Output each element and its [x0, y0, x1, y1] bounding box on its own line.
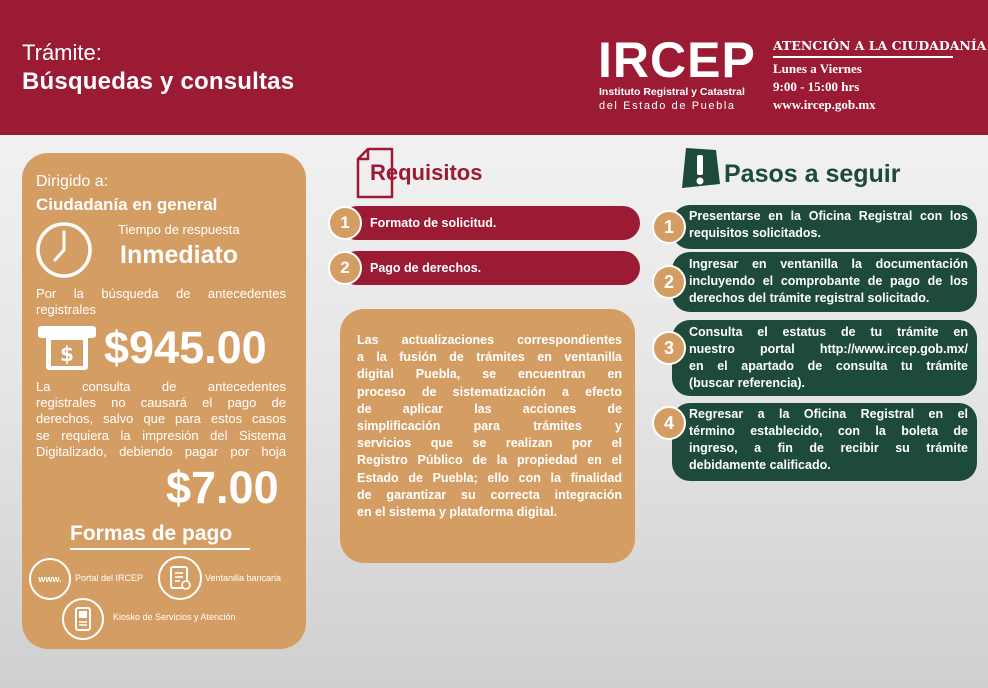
payment-title: Formas de pago: [70, 522, 233, 545]
payment-bank[interactable]: Ventanilla bancaria: [205, 573, 282, 583]
attention-title: ATENCIÓN A LA CIUDADANÍA: [773, 38, 987, 53]
requisito-number: 2: [328, 251, 362, 285]
web-icon: www.: [29, 558, 71, 600]
kiosk-icon: [62, 598, 104, 640]
exclamation-icon: [676, 144, 722, 192]
search-desc-line: registrales: [36, 302, 96, 317]
logo-subtitle-line2: del Estado de Puebla: [599, 100, 736, 112]
pasos-title: Pasos a seguir: [724, 160, 901, 188]
attention-web: www.ircep.gob.mx: [773, 97, 876, 112]
tramite-label: Trámite:: [22, 40, 102, 65]
note-line: digital Puebla, se encuentran en: [357, 367, 622, 382]
paso-line: requisitos solicitados.: [689, 226, 821, 240]
paso-text: [689, 324, 968, 392]
requisito-number: 1: [328, 206, 362, 240]
paso-number: 3: [652, 331, 686, 365]
paso-line: debidamente calificado.: [689, 458, 831, 472]
svg-text:$: $: [60, 342, 74, 366]
paso-text: [689, 256, 968, 307]
price-page: $7.00: [166, 462, 279, 513]
paso-text: [689, 208, 968, 242]
note-line: Estado de Puebla; ello con la finalidad: [357, 470, 622, 485]
note-line: de aplicar las acciones de: [357, 401, 622, 416]
paso-number: 4: [652, 406, 686, 440]
header-bar: [0, 0, 988, 135]
price-main: $945.00: [104, 322, 267, 373]
paso-line: nuestro portal http://www.ircep.gob.mx/: [689, 342, 968, 356]
search-description: [36, 286, 286, 318]
payment-portal[interactable]: Portal del IRCEP: [75, 573, 144, 583]
paso-line: (buscar referencia).: [689, 376, 806, 390]
attention-hours: 9:00 - 15:00 hrs: [773, 79, 860, 94]
tramite-title: Búsquedas y consultas: [22, 68, 295, 95]
paso-line: Regresar a la Oficina Registral en el: [689, 407, 968, 421]
consult-line: se requiera la impresión del Sistema: [36, 427, 286, 443]
consult-line: registrales no causará el pago de: [36, 395, 286, 411]
paso-line: Consulta el estatus de tu trámite en: [689, 325, 968, 339]
paso-line: Ingresar en ventanilla la documentación: [689, 257, 968, 271]
requisito-text: Formato de solicitud.: [370, 216, 497, 230]
note-line: en el sistema y plataforma digital.: [357, 505, 558, 520]
response-label: Tiempo de respuesta: [118, 222, 240, 237]
note-line: servicios que se realizan por el: [357, 436, 622, 451]
paso-line: en el apartado de consulta tu trámite: [689, 359, 968, 373]
requisitos-title: Requisitos: [370, 160, 483, 185]
consult-line: Digitalizado, debiendo pagar por hoja: [36, 443, 286, 459]
ircep-logo: IRCEP: [598, 32, 756, 88]
consult-description: [36, 379, 286, 460]
directed-value: Ciudadanía en general: [36, 195, 218, 214]
paso-number: 2: [652, 265, 686, 299]
clock-icon: [34, 220, 94, 280]
paso-line: término establecido, con la boleta de: [689, 424, 968, 438]
note-line: Las actualizaciones correspondientes: [357, 333, 622, 347]
paso-text: [689, 406, 968, 474]
money-bill-icon: [36, 322, 98, 374]
paso-line: Presentarse en la Oficina Registral con los: [689, 209, 968, 223]
note-line: de garantizar su correcta integración: [357, 487, 622, 502]
attention-divider: [773, 56, 953, 58]
note-text: [357, 332, 622, 521]
consult-line: derechos, salvo que para estos casos: [36, 411, 286, 427]
paso-number: 1: [652, 210, 686, 244]
paso-line: ingreso, a fin de recibir su trámite: [689, 441, 968, 455]
consult-line: La consulta de antecedentes: [36, 379, 286, 394]
bank-document-icon: [158, 556, 202, 600]
logo-subtitle-line1: Instituto Registral y Catastral: [599, 86, 745, 98]
attention-days: Lunes a Viernes: [773, 61, 862, 76]
paso-line: incluyendo el comprobante de pago de los: [689, 274, 968, 288]
directed-label: Dirigido a:: [36, 173, 109, 190]
search-desc-line: Por la búsqueda de antecedentes: [36, 286, 286, 301]
payment-kiosk[interactable]: Kiosko de Servicios y Atención: [113, 612, 236, 622]
payment-title-underline: [70, 548, 250, 550]
note-line: a la fusión de trámites en ventanilla: [357, 350, 622, 365]
note-line: proceso de sistematización a efecto: [357, 384, 622, 399]
paso-line: derechos del trámite registral solicitado.: [689, 291, 930, 305]
requisito-text: Pago de derechos.: [370, 261, 482, 275]
note-line: simplificación para trámites y: [357, 419, 622, 434]
note-line: Registro Público de la propiedad en el: [357, 453, 622, 468]
response-value: Inmediato: [120, 241, 239, 269]
